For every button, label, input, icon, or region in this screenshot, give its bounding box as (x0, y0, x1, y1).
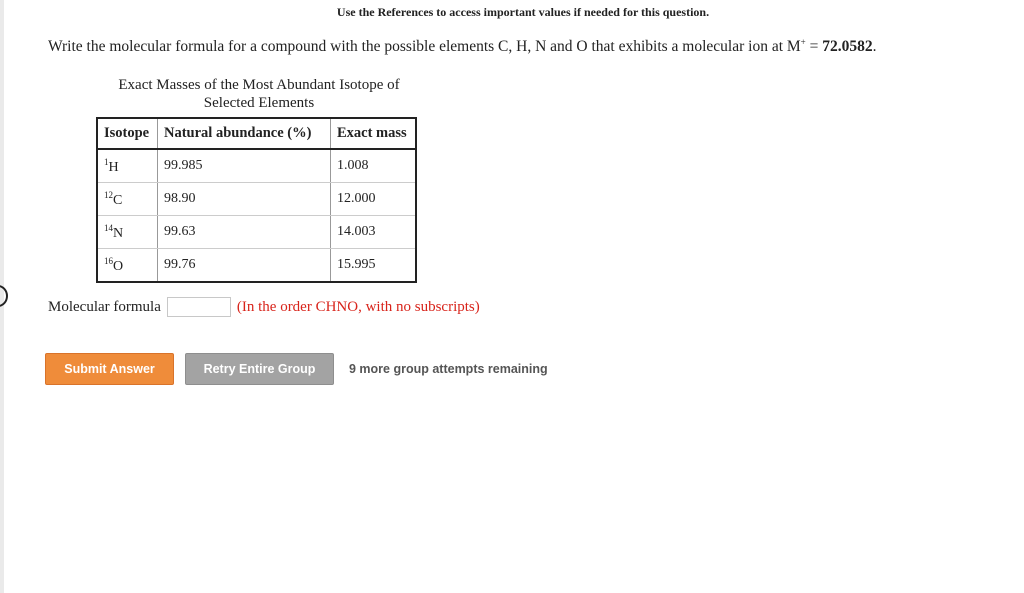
question-prompt (48, 37, 877, 56)
element-symbol: O (113, 258, 124, 274)
abundance-cell: 99.76 (158, 249, 331, 283)
table-title (96, 76, 422, 112)
molecular-formula-row (48, 297, 480, 317)
table-row (97, 183, 416, 216)
table-row (97, 249, 416, 283)
references-notice: Use the References to access important values if needed for this question. (336, 5, 710, 19)
molecular-formula-label: Molecular formula (48, 298, 161, 315)
table-title-line1: Exact Masses of the Most Abundant Isotope of (118, 77, 400, 93)
collapse-handle-icon[interactable] (0, 285, 8, 307)
abundance-cell: 98.90 (158, 183, 331, 216)
mass-number: 14 (104, 222, 113, 233)
exact-mass-cell: 14.003 (331, 216, 417, 249)
question-value: 72.0582 (822, 38, 873, 55)
table-title-line2: Selected Elements (203, 95, 315, 111)
isotope-cell (97, 183, 158, 216)
submit-answer-button[interactable]: Submit Answer (45, 353, 174, 385)
mass-number: 1 (104, 156, 109, 167)
retry-entire-group-button[interactable]: Retry Entire Group (185, 353, 334, 385)
abundance-cell: 99.63 (158, 216, 331, 249)
question-charge: + (800, 37, 806, 47)
isotope-cell (97, 216, 158, 249)
isotope-cell (97, 149, 158, 183)
element-symbol: N (113, 225, 124, 241)
exact-mass-cell: 12.000 (331, 183, 417, 216)
element-symbol: H (108, 159, 119, 175)
exact-mass-cell: 1.008 (331, 149, 417, 183)
question-equals: = (805, 38, 823, 55)
abundance-cell: 99.985 (158, 149, 331, 183)
header-isotope: Isotope (97, 118, 158, 149)
question-period: . (872, 38, 877, 55)
molecular-formula-input[interactable] (167, 297, 231, 317)
exact-mass-table (96, 117, 417, 283)
table-row (97, 216, 416, 249)
exact-mass-cell: 15.995 (337, 257, 376, 272)
header-abundance: Natural abundance (%) (158, 118, 331, 149)
question-text: Write the molecular formula for a compound with the possible elements C, H, N and O that exhibits a molecular ion at M (48, 38, 801, 55)
table-header-row (97, 118, 416, 149)
element-symbol: C (113, 192, 123, 208)
mass-number: 12 (104, 189, 113, 200)
header-exact-mass: Exact mass (331, 118, 417, 149)
isotope-cell (97, 249, 158, 283)
mass-number: 16 (104, 255, 113, 266)
attempts-remaining: 9 more group attempts remaining (349, 362, 548, 376)
formula-hint: (In the order CHNO, with no subscripts) (236, 298, 480, 315)
table-row (97, 149, 416, 183)
